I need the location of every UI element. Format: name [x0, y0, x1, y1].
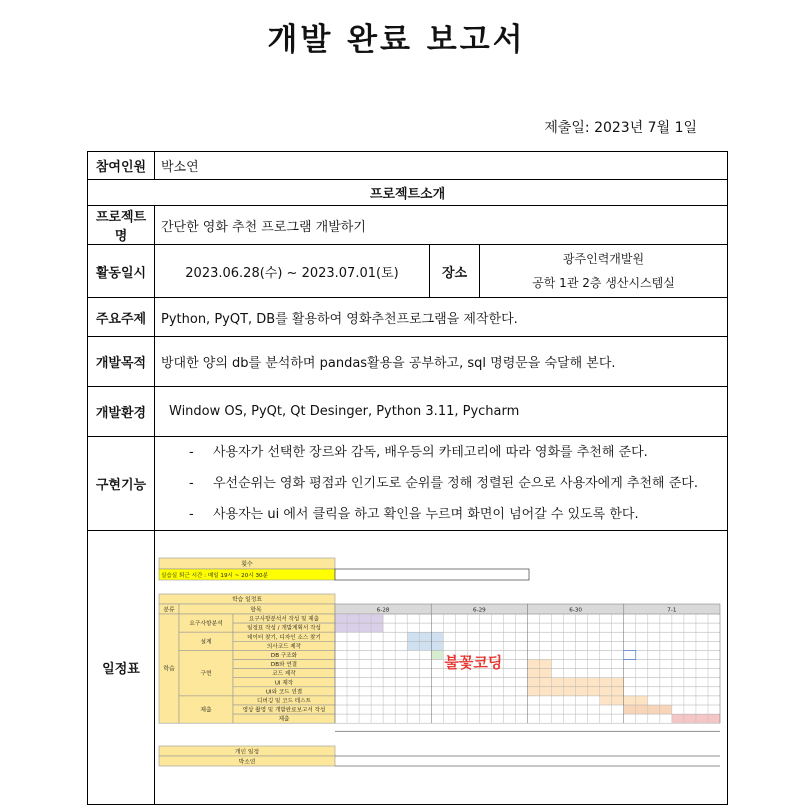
period-row — [88, 245, 728, 298]
feature-item: - 사용자는 ui 에서 클릭을 하고 확인을 누르며 화면이 넘어갈 수 있도록 한다. — [183, 499, 721, 530]
environment-value: Window OS, PyQt, Qt Desinger, Python 3.11, Pycharm — [155, 387, 728, 437]
place-line-2: 공학 1관 2층 생산시스템실 — [532, 276, 675, 290]
personal-name-text: 박소연 — [238, 758, 256, 765]
features-row — [88, 437, 728, 531]
task-text: DB와 연결 — [270, 661, 298, 668]
day-header-text: 6-29 — [473, 606, 486, 613]
personal-header-text: 개인 일정 — [234, 748, 260, 755]
topic-value: Python, PyQT, DB를 활용하여 영화추천프로그램을 제작한다. — [155, 298, 728, 337]
features-label: 구현기능 — [88, 437, 155, 531]
feature-item: - 사용자가 선택한 장르와 감독, 배우등의 카테고리에 따라 영화를 추천해 준다. — [183, 437, 721, 468]
gantt-bar — [407, 632, 443, 641]
purpose-row — [88, 337, 728, 387]
participants-label: 참여인원 — [88, 152, 155, 180]
schedule-image — [155, 532, 725, 804]
day-header-text: 6-30 — [569, 606, 582, 613]
purpose-value: 방대한 양의 db를 분석하며 pandas활용을 공부하고, sql 명령문을 숙달해 본다. — [155, 337, 728, 387]
place-label: 장소 — [430, 245, 480, 298]
gantt-bar — [407, 641, 443, 650]
project-name-value: 간단한 영화 추천 프로그램 개발하기 — [155, 206, 728, 245]
schedule-row — [88, 531, 728, 805]
environment-label: 개발환경 — [88, 387, 155, 437]
plan-header-text: 학습 일정표 — [232, 596, 262, 603]
time-note-box — [335, 569, 529, 580]
selected-cell — [624, 650, 636, 659]
task-text: DB 구조화 — [270, 652, 298, 659]
group-text: 구현 — [200, 670, 212, 677]
schedule-cell — [155, 531, 728, 805]
intro-row — [88, 180, 728, 206]
participants-row — [88, 152, 728, 180]
submit-date: 제출일: 2023년 7월 1일 — [544, 120, 697, 136]
project-name-label: 프로젝트명 — [88, 206, 155, 245]
period-label: 활동일시 — [88, 245, 155, 298]
task-text: 의사코드 제작 — [266, 643, 302, 650]
topic-label: 주요주제 — [88, 298, 155, 337]
item-header-text: 항목 — [250, 606, 262, 613]
place-value — [480, 245, 728, 298]
environment-row — [88, 387, 728, 437]
period-value: 2023.06.28(수) ~ 2023.07.01(토) — [155, 245, 430, 298]
report-table — [87, 151, 728, 805]
schedule-label: 일정표 — [88, 531, 155, 805]
sheet-header-text: 횟수 — [241, 560, 253, 568]
task-text: 데이터 찾기, 디자인 소스 찾기 — [247, 634, 321, 641]
project-name-row — [88, 206, 728, 245]
group-text: 제출 — [200, 707, 212, 714]
place-line-1: 광주인력개발원 — [562, 252, 645, 266]
task-text: 코드 제작 — [272, 670, 296, 677]
task-text: UI 제작 — [274, 679, 294, 686]
document-title: 개발 완료 보고서 — [267, 22, 526, 58]
task-text: 디버깅 및 코드 테스트 — [257, 698, 311, 704]
time-note-text: 실습실 퇴근 시간 : 매일 19시 ~ 20시 30분 — [161, 572, 268, 579]
group-text: 설계 — [200, 638, 212, 645]
group-text: 요구사항분석 — [189, 620, 223, 627]
section-intro: 프로젝트소개 — [88, 180, 728, 206]
day-header-text: 6-28 — [376, 606, 390, 613]
day-header-text: 7-1 — [667, 606, 677, 613]
participants-value: 박소연 — [155, 152, 728, 180]
topic-row — [88, 298, 728, 337]
features-list — [161, 437, 721, 530]
gantt-bar — [431, 650, 443, 659]
features-cell — [155, 437, 728, 531]
task-text: 요구사항분석서 작성 및 제출 — [248, 616, 320, 623]
category-header-text: 분류 — [163, 606, 175, 613]
category-text: 학습 — [163, 665, 175, 673]
task-text: 영상 촬영 및 개발완료보고서 작성 — [242, 707, 326, 714]
feature-item: - 우선순위는 영화 평점과 인기도로 순위를 정해 정렬된 순으로 사용자에게 추천해 준다. — [183, 468, 721, 499]
task-text: UI와 코드 연결 — [265, 688, 303, 695]
task-text: 일정표 작성 / 개발계획서 작성 — [247, 625, 321, 632]
purpose-label: 개발목적 — [88, 337, 155, 387]
task-text: 제출 — [278, 716, 290, 723]
overlay-title: 불꽃코딩 — [444, 653, 503, 672]
